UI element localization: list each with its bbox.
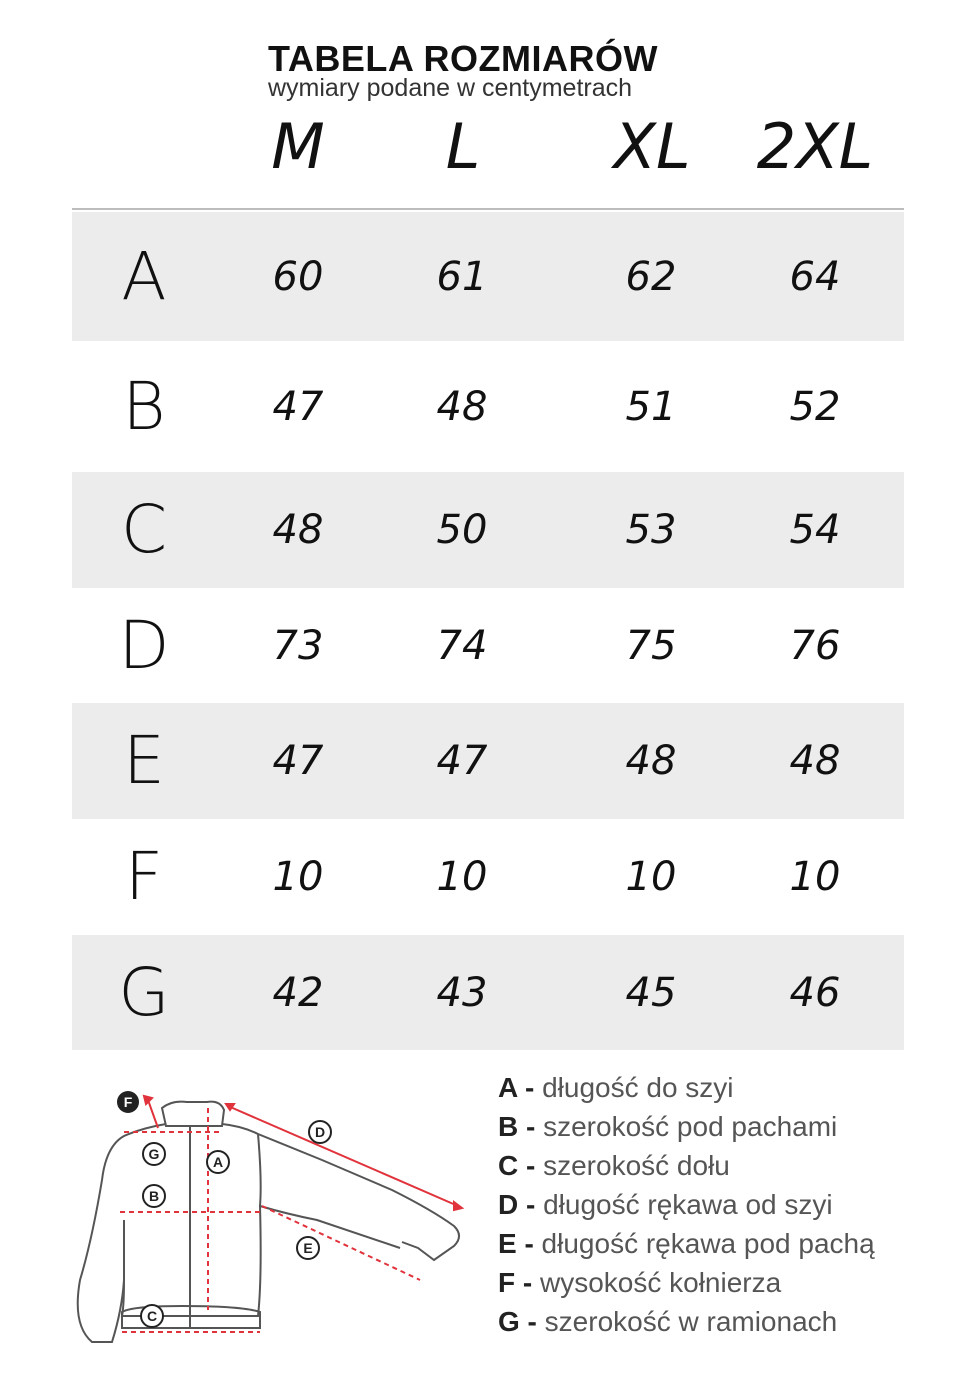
table-cell: 62 xyxy=(625,253,677,300)
size-header-xl: XL xyxy=(613,110,691,183)
marker-a xyxy=(207,1151,229,1173)
table-cell: 47 xyxy=(436,738,488,784)
table-cell: 75 xyxy=(625,622,677,669)
measurement-legend xyxy=(498,1068,875,1341)
table-cell: 42 xyxy=(272,969,324,1016)
legend-item-g: G - szerokość w ramionach xyxy=(498,1306,838,1337)
table-cell: 10 xyxy=(272,854,324,900)
table-cell: 46 xyxy=(789,969,841,1016)
marker-g xyxy=(143,1143,165,1165)
table-row xyxy=(72,588,904,703)
legend-item-d: D - długość rękawa od szyi xyxy=(498,1189,833,1220)
table-cell: 51 xyxy=(625,383,677,430)
table-cell: 10 xyxy=(789,854,841,900)
size-header-2xl: 2XL xyxy=(756,110,874,183)
table-cell: 73 xyxy=(272,622,324,669)
table-row xyxy=(72,472,904,588)
table-cell: 54 xyxy=(789,507,841,553)
table-cell: 45 xyxy=(625,969,677,1016)
header-divider xyxy=(72,208,904,210)
svg-text:D: D xyxy=(314,1124,326,1140)
size-header-l: L xyxy=(445,110,481,183)
row-label: G xyxy=(118,953,170,1031)
table-row xyxy=(72,819,904,935)
legend-item-b: B - szerokość pod pachami xyxy=(498,1111,838,1142)
table-cell: 10 xyxy=(436,854,488,900)
table-cell: 60 xyxy=(272,253,324,300)
svg-text:E: E xyxy=(303,1240,313,1256)
jacket-outline-icon xyxy=(78,1102,459,1342)
table-cell: 53 xyxy=(625,507,677,553)
legend-item-c: C - szerokość dołu xyxy=(498,1150,730,1181)
row-label: E xyxy=(123,722,165,799)
size-header-m: M xyxy=(271,110,325,183)
table-cell: 47 xyxy=(272,383,324,430)
table-row xyxy=(72,341,904,472)
table-cell: 47 xyxy=(272,738,324,784)
table-cell: 48 xyxy=(436,383,488,430)
marker-b xyxy=(143,1185,165,1207)
legend-item-e: E - długość rękawa pod pachą xyxy=(498,1228,875,1259)
page-subtitle: wymiary podane w centymetrach xyxy=(268,74,633,102)
marker-f xyxy=(117,1091,139,1113)
svg-text:C: C xyxy=(146,1308,158,1324)
svg-text:B: B xyxy=(148,1188,160,1204)
table-cell: 48 xyxy=(789,738,841,784)
page-title: TABELA ROZMIARÓW xyxy=(268,38,658,79)
row-label: A xyxy=(121,237,167,315)
table-cell: 43 xyxy=(436,969,488,1016)
table-row xyxy=(72,935,904,1050)
table-cell: 64 xyxy=(789,253,841,300)
table-cell: 10 xyxy=(625,854,677,900)
table-cell: 50 xyxy=(436,507,488,553)
svg-text:G: G xyxy=(148,1146,160,1162)
marker-e xyxy=(297,1237,319,1259)
marker-c xyxy=(141,1305,163,1327)
marker-d xyxy=(309,1121,331,1143)
legend-item-a: A - długość do szyi xyxy=(498,1072,734,1103)
table-cell: 61 xyxy=(436,253,488,300)
row-label: F xyxy=(125,838,163,915)
table-row xyxy=(72,212,904,341)
table-cell: 52 xyxy=(789,383,841,430)
table-cell: 76 xyxy=(789,622,841,669)
jacket-measurement-diagram xyxy=(62,1080,472,1360)
table-cell: 48 xyxy=(272,507,324,553)
row-label: B xyxy=(122,367,166,445)
svg-text:F: F xyxy=(123,1094,133,1110)
table-cell: 74 xyxy=(436,622,488,669)
row-label: C xyxy=(120,491,168,568)
legend-item-f: F - wysokość kołnierza xyxy=(498,1267,782,1298)
svg-text:A: A xyxy=(212,1154,224,1170)
table-row xyxy=(72,703,904,819)
row-label: D xyxy=(118,606,170,684)
table-cell: 48 xyxy=(625,738,677,784)
